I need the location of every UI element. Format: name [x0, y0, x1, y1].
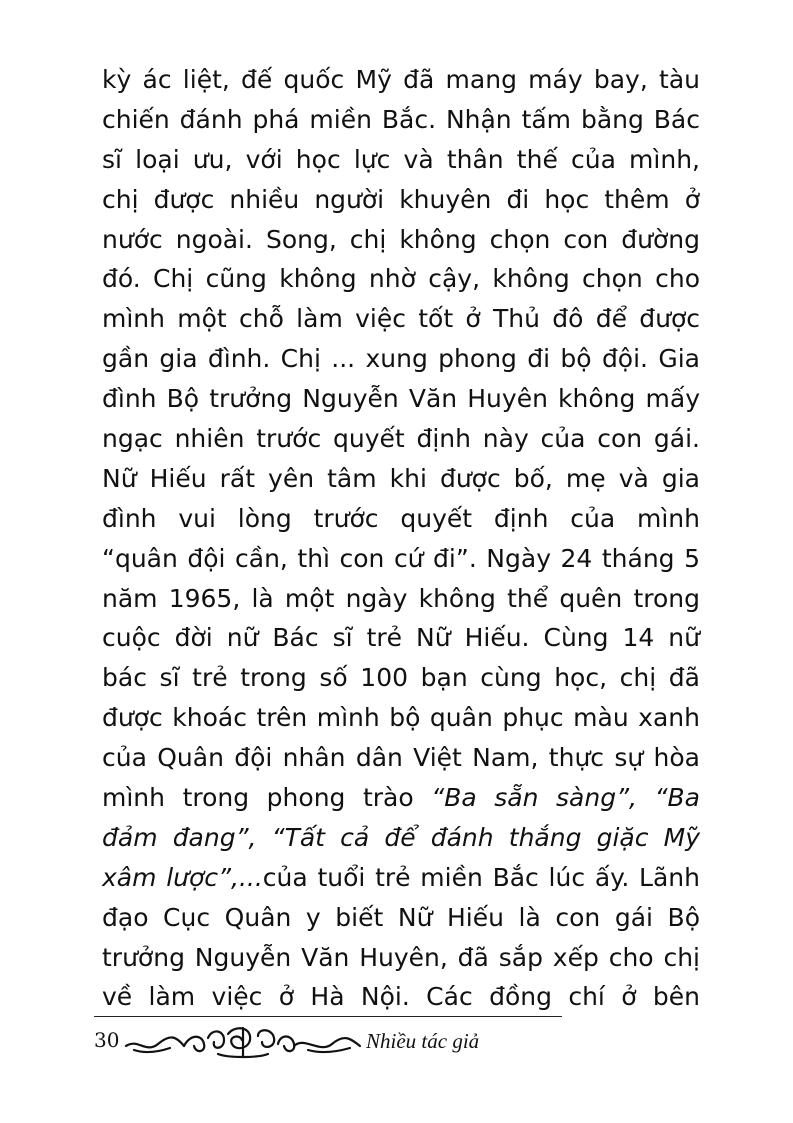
text-segment: mình trong phong trào [102, 783, 414, 813]
text-line: mình một chỗ làm việc tốt ở Thủ đô để được [102, 304, 700, 334]
italic-segment: xâm lược”,... [102, 862, 263, 892]
text-line: chiến đánh phá miền Bắc. Nhận tấm bằng Bác [102, 104, 700, 134]
text-line: chị được nhiều người khuyên đi học thêm ở [102, 184, 700, 214]
text-line: ngạc nhiên trước quyết định này của con gái. [102, 424, 700, 454]
page-body [102, 60, 700, 1017]
page-number: 30 [94, 1028, 120, 1052]
text-line: bác sĩ trẻ trong số 100 bạn cùng học, chị đã [102, 663, 700, 693]
text-line: “quân đội cần, thì con cứ đi”. Ngày 24 tháng 5 [102, 543, 700, 573]
text-line [102, 858, 700, 898]
text-line: sĩ loại ưu, với học lực và thân thế của mình, [102, 144, 700, 174]
text-line: của Quân đội nhân dân Việt Nam, thực sự hòa [102, 743, 700, 773]
text-line: cuộc đời nữ Bác sĩ trẻ Nữ Hiếu. Cùng 14 nữ [102, 623, 700, 653]
text-line: đình Bộ trưởng Nguyễn Văn Huyên không mấy [102, 384, 700, 414]
footer-rule [94, 1016, 562, 1017]
text-line: gần gia đình. Chị ... xung phong đi bộ đội. Gia [102, 344, 700, 374]
italic-segment: “Ba sẵn sàng”, “Ba [431, 783, 700, 813]
text-line: đạo Cục Quân y biết Nữ Hiếu là con gái Bộ [102, 902, 700, 932]
text-line: về làm việc ở Hà Nội. Các đồng chí ở bên [102, 982, 700, 1012]
page-footer [94, 1016, 564, 1066]
flourish-ornament-icon [124, 1024, 362, 1060]
text-line: đảm đang”, “Tất cả để đánh thắng giặc Mỹ [102, 822, 700, 852]
text-line: kỳ ác liệt, đế quốc Mỹ đã mang máy bay, tàu [102, 65, 700, 94]
footer-book-title: Nhiều tác giả [366, 1029, 480, 1053]
text-line: nước ngoài. Song, chị không chọn con đường [102, 224, 700, 254]
text-line: đó. Chị cũng không nhờ cậy, không chọn cho [102, 264, 700, 294]
text-line [102, 778, 700, 818]
text-line: được khoác trên mình bộ quân phục màu xanh [102, 703, 700, 733]
text-line: trưởng Nguyễn Văn Huyên, đã sắp xếp cho chị [102, 942, 700, 972]
text-line: năm 1965, là một ngày không thể quên trong [102, 583, 700, 613]
text-line: đình vui lòng trước quyết định của mình [102, 503, 700, 533]
text-segment: của tuổi trẻ miền Bắc lúc ấy. Lãnh [262, 862, 700, 892]
text-line: Nữ Hiếu rất yên tâm khi được bố, mẹ và gia [102, 463, 700, 493]
